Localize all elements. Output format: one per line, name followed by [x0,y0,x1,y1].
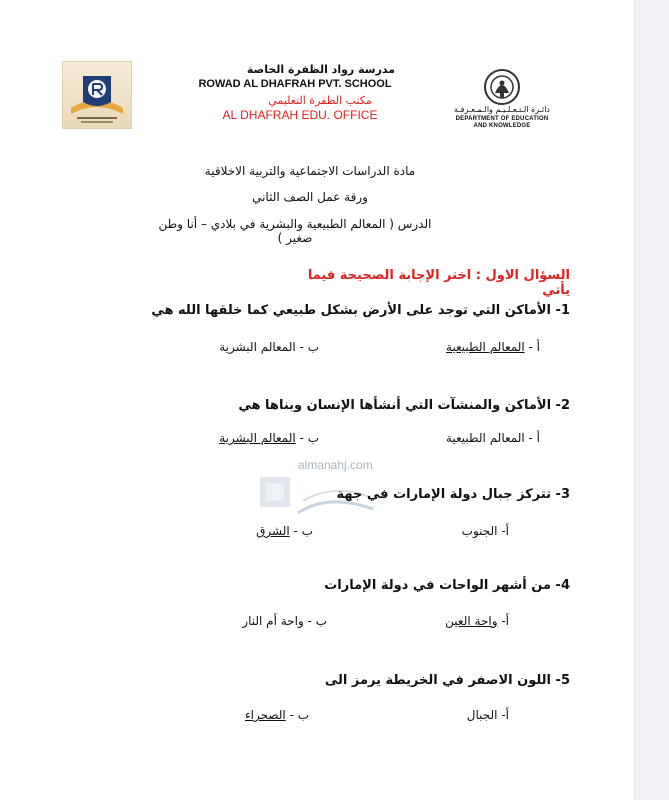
school-logo [62,61,132,129]
office-name-english: AL DHAFRAH EDU. OFFICE [222,108,378,122]
office-name-arabic: مكتب الظفرة التعليمي [268,94,372,107]
dept-falcon-emblem-icon [482,67,522,107]
q1-option-a: أ - المعالم الطبيعية [445,340,540,354]
watermark-site: almanahj.com [298,458,373,472]
question-5: 5- اللون الاصفر في الخريطة يرمز الى [324,673,570,688]
q4-option-a: أ- واحة العين [445,614,509,628]
worksheet-line: ورقة عمل الصف الثاني [252,190,368,204]
dept-name-english-line2: AND KNOWLEDGE [473,123,531,129]
q4-option-a-answer: واحة العين [445,614,498,628]
question-1: 1- الأماكن التي توجد على الأرض بشكل طبيعي كما خلقها الله هي [151,303,570,318]
q3-option-b-answer: الشرق [256,524,290,538]
lesson-line: الدرس ( المعالم الطبيعية والبشرية في بلادي – أنا وطن صغير ) [158,217,432,245]
q3-option-b: ب - الشرق [256,524,313,538]
q4-option-b: ب - واحة أم النار [242,614,327,628]
school-crest-icon [63,62,131,128]
q3-option-a: أ- الجنوب [461,524,509,538]
question-4: 4- من أشهر الواحات في دولة الإمارات [324,578,570,593]
section-title: السؤال الاول : اختر الإجابة الصحيحة فيما يأتي [307,268,570,298]
school-name-english: ROWAD AL DHAFRAH PVT. SCHOOL [198,78,392,90]
q2-option-b-answer: المعالم البشرية [219,431,296,445]
q1-option-b: ب - المعالم البشرية [219,340,319,354]
question-2: 2- الأماكن والمنشآت التي أنشأها الإنسان وبناها هي [238,398,570,413]
q2-option-b: ب - المعالم البشرية [219,431,319,445]
subject-line: مادة الدراسات الاجتماعية والتربية الاخلاقية [204,164,416,178]
q5-option-b: ب - الصحراء [244,708,309,722]
question-3: 3- تتركز جبال دولة الإمارات في جهة [336,487,570,502]
dept-name-english-line1: DEPARTMENT OF EDUCATION [455,116,549,122]
q5-option-a: أ- الجبال [466,708,509,722]
q2-option-a: أ - المعالم الطبيعية [445,431,540,445]
q5-option-b-answer: الصحراء [244,708,286,722]
q1-option-a-answer: المعالم الطبيعية [445,340,525,354]
dept-name-arabic: دائـرة الـتـعـلـيـم والـمـعـرفـة [454,105,550,114]
right-side-panel [634,0,669,800]
school-name-arabic: مدرسة رواد الظفرة الخاصة [246,63,396,76]
